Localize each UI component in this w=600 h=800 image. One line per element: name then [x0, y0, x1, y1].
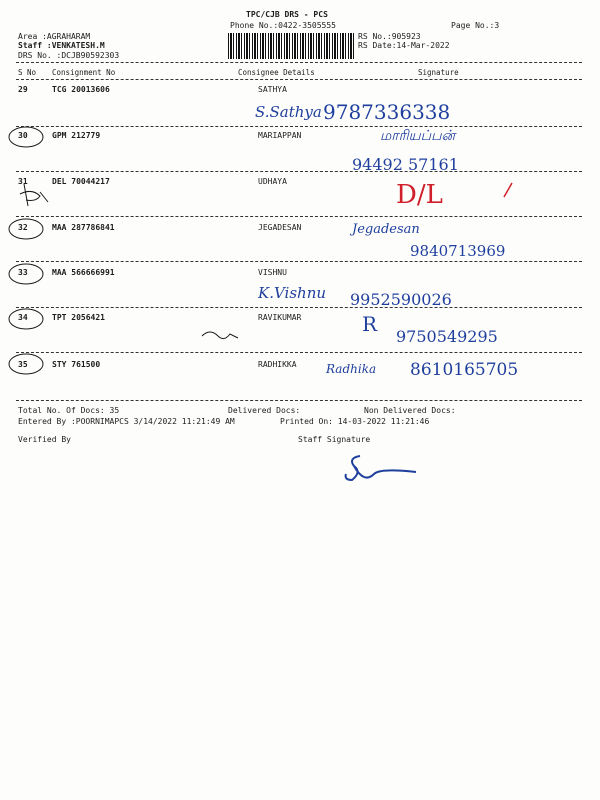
row-sno: 33: [18, 268, 28, 277]
divider: [16, 62, 582, 63]
handwritten-phone: 8610165705: [410, 360, 519, 380]
handwritten-signature: Radhika: [326, 362, 377, 376]
col-consignment: Consignment No: [52, 68, 116, 77]
row-consignment: GPM 212779: [52, 131, 101, 140]
handwritten-signature: S.Sathya: [255, 103, 322, 121]
handwritten-phone: 9840713969: [410, 242, 506, 260]
handwritten-signature: Jegadesan: [352, 222, 420, 237]
staff-label: Staff :VENKATESH.M: [18, 41, 105, 50]
divider: [16, 79, 582, 80]
report-title: TPC/CJB DRS - PCS: [246, 10, 328, 19]
delivered-docs: Delivered Docs:: [228, 406, 301, 415]
divider: [16, 216, 582, 217]
col-signature: Signature: [418, 68, 459, 77]
handwritten-phone: 9952590026: [350, 290, 452, 309]
row-consignee: RADHIKKA: [258, 360, 297, 369]
barcode: [228, 33, 354, 59]
row-consignment: DEL 70044217: [52, 177, 110, 186]
row-consignee: MARIAPPAN: [258, 131, 302, 140]
divider: [16, 307, 582, 308]
row-consignee: RAVIKUMAR: [258, 313, 302, 322]
row-consignment: TPT 2056421: [52, 313, 105, 322]
row-consignment: MAA 566666991: [52, 268, 115, 277]
drs-number: DRS No. :DCJB90592303: [18, 51, 120, 60]
handwritten-phone: 9787336338: [323, 100, 451, 124]
verified-by: Verified By: [18, 435, 71, 444]
scribble-mark-icon: [200, 326, 242, 344]
red-mark-icon: [498, 180, 518, 200]
handwritten-signature: மாரியப்பன்: [380, 128, 456, 144]
divider: [16, 126, 582, 127]
handwritten-signature: D/L: [396, 180, 443, 210]
row-consignee: JEGADESAN: [258, 223, 302, 232]
row-sno: 34: [18, 313, 28, 322]
row-consignee: UDHAYA: [258, 177, 287, 186]
row-consignment: TCG 20013606: [52, 85, 110, 94]
col-sno: S No: [18, 68, 37, 77]
row-sno: 31: [18, 177, 28, 186]
row-sno: 30: [18, 131, 28, 140]
row-sno: 32: [18, 223, 28, 232]
divider: [16, 171, 582, 172]
col-consignee: Consignee Details: [238, 68, 315, 77]
phone-number: Phone No.:0422-3505555: [230, 21, 336, 30]
printed-on: Printed On: 14-03-2022 11:21:46: [280, 417, 430, 426]
handwritten-phone: 94492 57161: [352, 155, 459, 174]
divider: [16, 400, 582, 401]
entered-by: Entered By :POORNIMAPCS 3/14/2022 11:21:49 AM: [18, 417, 235, 426]
rs-number: RS No.:905923: [358, 32, 421, 41]
row-consignee: VISHNU: [258, 268, 287, 277]
handwritten-signature: K.Vishnu: [258, 284, 327, 302]
total-docs: Total No. Of Docs: 35: [18, 406, 120, 415]
rs-date: RS Date:14-Mar-2022: [358, 41, 450, 50]
page-number: Page No.:3: [451, 21, 500, 30]
row-sno: 35: [18, 360, 28, 369]
row-consignment: STY 761500: [52, 360, 101, 369]
handwritten-signature: R: [362, 312, 378, 336]
area-label: Area :AGRAHARAM: [18, 32, 91, 41]
divider: [16, 261, 582, 262]
handwritten-phone: 9750549295: [396, 327, 498, 346]
staff-signature-icon: [338, 450, 418, 488]
non-delivered-docs: Non Delivered Docs:: [364, 406, 456, 415]
row-consignment: MAA 287786841: [52, 223, 115, 232]
staff-signature-label: Staff Signature: [298, 435, 371, 444]
scribble-mark-icon: [18, 180, 54, 210]
row-sno: 29: [18, 85, 28, 94]
divider: [16, 352, 582, 353]
row-consignee: SATHYA: [258, 85, 287, 94]
